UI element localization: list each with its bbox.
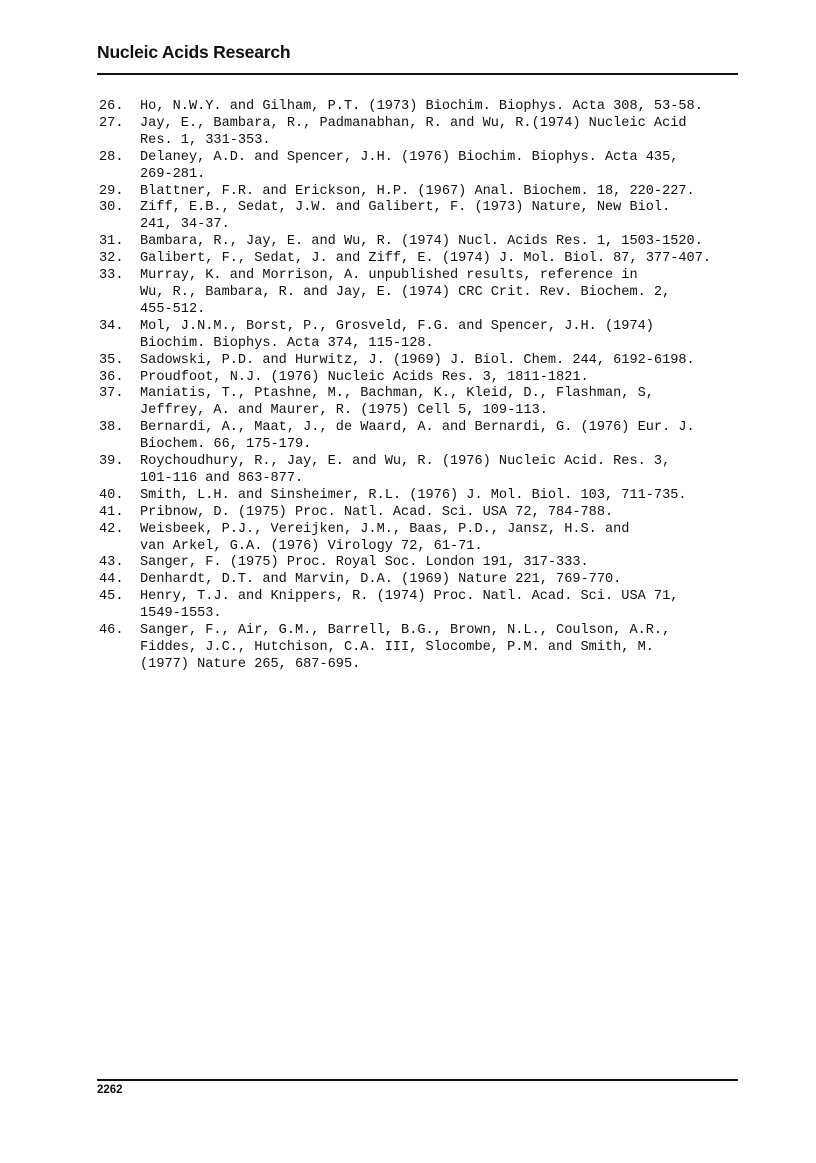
header-rule	[97, 73, 738, 75]
reference-33	[99, 268, 739, 319]
journal-title: Nucleic Acids Research	[97, 42, 291, 62]
reference-text: Sanger, F. (1975) Proc. Royal Soc. London 191, 317-333.	[140, 555, 589, 571]
reference-text: Proudfoot, N.J. (1976) Nucleic Acids Res. 3, 1811-1821.	[140, 369, 589, 385]
reference-text: Galibert, F., Sedat, J. and Ziff, E. (1974) J. Mol. Biol. 87, 377-407.	[140, 251, 712, 267]
reference-list	[99, 99, 739, 674]
reference-text: Delaney, A.D. and Spencer, J.H. (1976) Biochim. Biophys. Acta 435, 269-281.	[140, 149, 679, 182]
reference-46	[99, 623, 739, 674]
reference-27	[99, 116, 739, 150]
reference-number: 43.	[99, 555, 124, 571]
reference-40	[99, 488, 739, 505]
reference-39	[99, 454, 739, 488]
reference-35	[99, 353, 739, 370]
reference-28	[99, 150, 739, 184]
reference-text: Smith, L.H. and Sinsheimer, R.L. (1976) J. Mol. Biol. 103, 711-735.	[140, 487, 687, 503]
reference-text: Ho, N.W.Y. and Gilham, P.T. (1973) Biochim. Biophys. Acta 308, 53-58.	[140, 99, 703, 114]
reference-text: Roychoudhury, R., Jay, E. and Wu, R. (1976) Nucleic Acid. Res. 3, 101-116 and 863-877.	[140, 454, 671, 486]
reference-number: 42.	[99, 521, 124, 537]
reference-number: 33.	[99, 268, 124, 284]
reference-number: 37.	[99, 386, 124, 402]
reference-text: Henry, T.J. and Knippers, R. (1974) Proc. Natl. Acad. Sci. USA 71, 1549-1553.	[140, 589, 679, 622]
reference-text: Sadowski, P.D. and Hurwitz, J. (1969) J. Biol. Chem. 244, 6192-6198.	[140, 352, 695, 368]
reference-number: 31.	[99, 234, 124, 250]
reference-38	[99, 420, 739, 454]
reference-text: Ziff, E.B., Sedat, J.W. and Galibert, F. (1973) Nature, New Biol. 241, 34-37.	[140, 200, 671, 233]
reference-number: 30.	[99, 200, 124, 216]
reference-number: 35.	[99, 352, 124, 368]
reference-number: 45.	[99, 589, 124, 605]
reference-text: Denhardt, D.T. and Marvin, D.A. (1969) Nature 221, 769-770.	[140, 572, 622, 588]
reference-44	[99, 572, 739, 589]
reference-36	[99, 370, 739, 387]
reference-29	[99, 184, 739, 201]
reference-30	[99, 200, 739, 234]
reference-text: Jay, E., Bambara, R., Padmanabhan, R. and Wu, R.(1974) Nucleic Acid Res. 1, 331-353.	[140, 115, 687, 148]
reference-number: 32.	[99, 251, 124, 267]
reference-32	[99, 251, 739, 268]
reference-text: Sanger, F., Air, G.M., Barrell, B.G., Brown, N.L., Coulson, A.R., Fiddes, J.C., Hutchison, C.A. III, Slocombe, P.M. and Smith, M. (1977) Nature 265, 687-695.	[140, 623, 671, 672]
reference-text: Pribnow, D. (1975) Proc. Natl. Acad. Sci. USA 72, 784-788.	[140, 504, 614, 520]
reference-37	[99, 386, 739, 420]
reference-number: 36.	[99, 369, 124, 385]
reference-42	[99, 522, 739, 556]
reference-text: Maniatis, T., Ptashne, M., Bachman, K., Kleid, D., Flashman, S, Jeffrey, A. and Maurer, R. (1975) Cell 5, 109-113.	[140, 386, 654, 419]
reference-number: 39.	[99, 454, 124, 470]
reference-26	[99, 99, 739, 116]
reference-number: 26.	[99, 99, 124, 114]
reference-number: 34.	[99, 318, 124, 334]
reference-text: Weisbeek, P.J., Vereijken, J.M., Baas, P.D., Jansz, H.S. and van Arkel, G.A. (1976) Virology 72, 61-71.	[140, 521, 630, 554]
reference-number: 29.	[99, 183, 124, 199]
reference-43	[99, 555, 739, 572]
reference-45	[99, 589, 739, 623]
footer-rule	[97, 1079, 738, 1081]
reference-number: 40.	[99, 487, 124, 503]
reference-text: Bambara, R., Jay, E. and Wu, R. (1974) Nucl. Acids Res. 1, 1503-1520.	[140, 234, 703, 250]
reference-number: 46.	[99, 623, 124, 639]
reference-text: Bernardi, A., Maat, J., de Waard, A. and Bernardi, G. (1976) Eur. J. Biochem. 66, 175-179.	[140, 420, 695, 453]
reference-text: Murray, K. and Morrison, A. unpublished results, reference in Wu, R., Bambara, R. and Jay, E. (1974) CRC Crit. Rev. Biochem. 2, 455-512.	[140, 268, 671, 317]
reference-number: 27.	[99, 115, 124, 131]
reference-number: 41.	[99, 504, 124, 520]
reference-31	[99, 234, 739, 251]
page-number: 2262	[97, 1084, 123, 1096]
reference-text: Blattner, F.R. and Erickson, H.P. (1967) Anal. Biochem. 18, 220-227.	[140, 183, 695, 199]
reference-text: Mol, J.N.M., Borst, P., Grosveld, F.G. and Spencer, J.H. (1974) Biochim. Biophys. Acta 374, 115-128.	[140, 318, 654, 351]
reference-41	[99, 505, 739, 522]
reference-number: 44.	[99, 572, 124, 588]
reference-34	[99, 319, 739, 353]
reference-number: 28.	[99, 149, 124, 165]
reference-number: 38.	[99, 420, 124, 436]
